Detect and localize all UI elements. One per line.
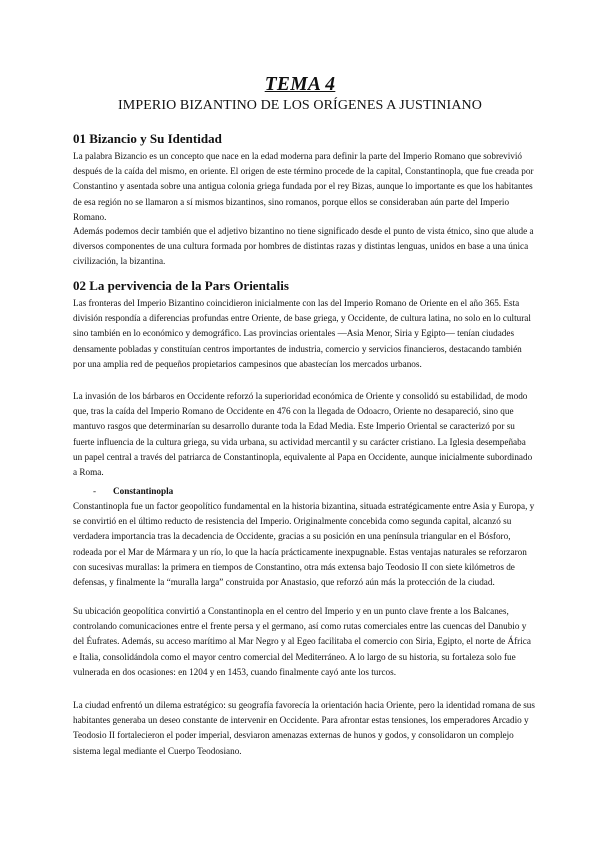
paragraph: La palabra Bizancio es un concepto que nace en la edad moderna para definir la parte del Imperio Romano que sobrevivió después de la caída del mismo, en oriente. El origen de este término procede de la capital, Constantinopla, que fue creada por Constantino y asentada sobre una antigua colonia griega fundada por el rey Bizas, aunque lo importante es que los habitantes de esa región no se llamaron a sí mismos bizantinos, sino romanos, porque ellos se consideraban aún parte del Imperio Romano. <box>73 151 534 222</box>
paragraph: Además podemos decir también que el adjetivo bizantino no tiene significado desde el punto de vista étnico, sino que alude a diversos componentes de una cultura formada por hombres de distintas razas y distintas lenguas, unidos en base a una única civilización, la bizantina. <box>73 226 534 267</box>
section-heading-1: 01 Bizancio y Su Identidad <box>73 131 222 146</box>
document-subtitle: IMPERIO BIZANTINO DE LOS ORÍGENES A JUSTINIANO <box>118 98 482 113</box>
paragraph: La ciudad enfrentó un dilema estratégico: su geografía favorecía la orientación hacia Oriente, pero la identidad romana de sus habitantes generaba un deseo constante de intervenir en Occidente. Para afrontar estas tensiones, los emperadores Arcadio y Teodosio II fortalecieron el poder imperial, desviaron amenazas externas de hunos y godos, y consolidaron un complejo sistema legal mediante el Cuerpo Teodosiano. <box>73 700 535 756</box>
paragraph: La invasión de los bárbaros en Occidente reforzó la superioridad económica de Oriente y consolidó su estabilidad, de modo que, tras la caída del Imperio Romano de Occidente en 476 con la llegada de Odoacro, Oriente no desapareció, sino que mantuvo rasgos que determinarían su desarrollo durante toda la Edad Media. Este Imperio Oriental se caracterizó por su fuerte influencia de la cultura griega, su vida urbana, su actividad mercantil y su carácter cristiano. La Iglesia desempeñaba un papel central a través del patriarca de Constantinopla, equivalente al Papa en Occidente, aunque inicialmente subordinado a Roma. <box>73 391 533 478</box>
bullet-marker: - <box>93 486 97 496</box>
document-title: TEMA 4 <box>264 74 336 95</box>
section-heading-2: 02 La pervivencia de la Pars Orientalis <box>73 278 289 293</box>
bullet-label: Constantinopla <box>113 486 174 496</box>
bullet-item <box>93 486 173 496</box>
paragraph: Su ubicación geopolítica convirtió a Constantinopla en el centro del Imperio y en un punto clave frente a los Balcanes, controlando comunicaciones entre el frente persa y el germano, así como rutas comerciales entre las cuencas del Danubio y del Éufrates. Además, su acceso marítimo al Mar Negro y al Egeo facilitaba el comercio con Siria, Egipto, el norte de África e Italia, consolidándola como el mayor centro comercial del Mediterráneo. A lo largo de su historia, su fortaleza solo fue vulnerada en dos ocasiones: en 1204 y en 1453, cuando finalmente cayó ante los turcos. <box>73 606 531 677</box>
paragraph: Las fronteras del Imperio Bizantino coincidieron inicialmente con las del Imperio Romano de Oriente en el año 365. Esta división respondía a diferencias profundas entre Oriente, de base griega, y Occidente, de cultura latina, no solo en lo cultural sino también en lo económico y demográfico. Las provincias orientales —Asia Menor, Siria y Egipto— tenían ciudades densamente pobladas y constituían centros importantes de industria, comercio y servicios financieros, destacando también por una amplia red de pequeños propietarios campesinos que abastecían los mercados urbanos. <box>73 298 531 369</box>
paragraph: Constantinopla fue un factor geopolítico fundamental en la historia bizantina, situada estratégicamente entre Asia y Europa, y se convirtió en el último reducto de resistencia del Imperio. Originalmente concebida como segunda capital, alcanzó su verdadera importancia tras la decadencia de Occidente, gracias a su posición en una península triangular en el Bósforo, rodeada por el Mar de Mármara y un río, lo que la hacía prácticamente inexpugnable. Estas ventajas naturales se reforzaron con sucesivas murallas: la primera en tiempos de Constantino, otra más extensa bajo Teodosio II con siete kilómetros de defensas, y finalmente la “muralla larga” construida por Anastasio, que reforzó aún más la protección de la ciudad. <box>73 501 535 588</box>
